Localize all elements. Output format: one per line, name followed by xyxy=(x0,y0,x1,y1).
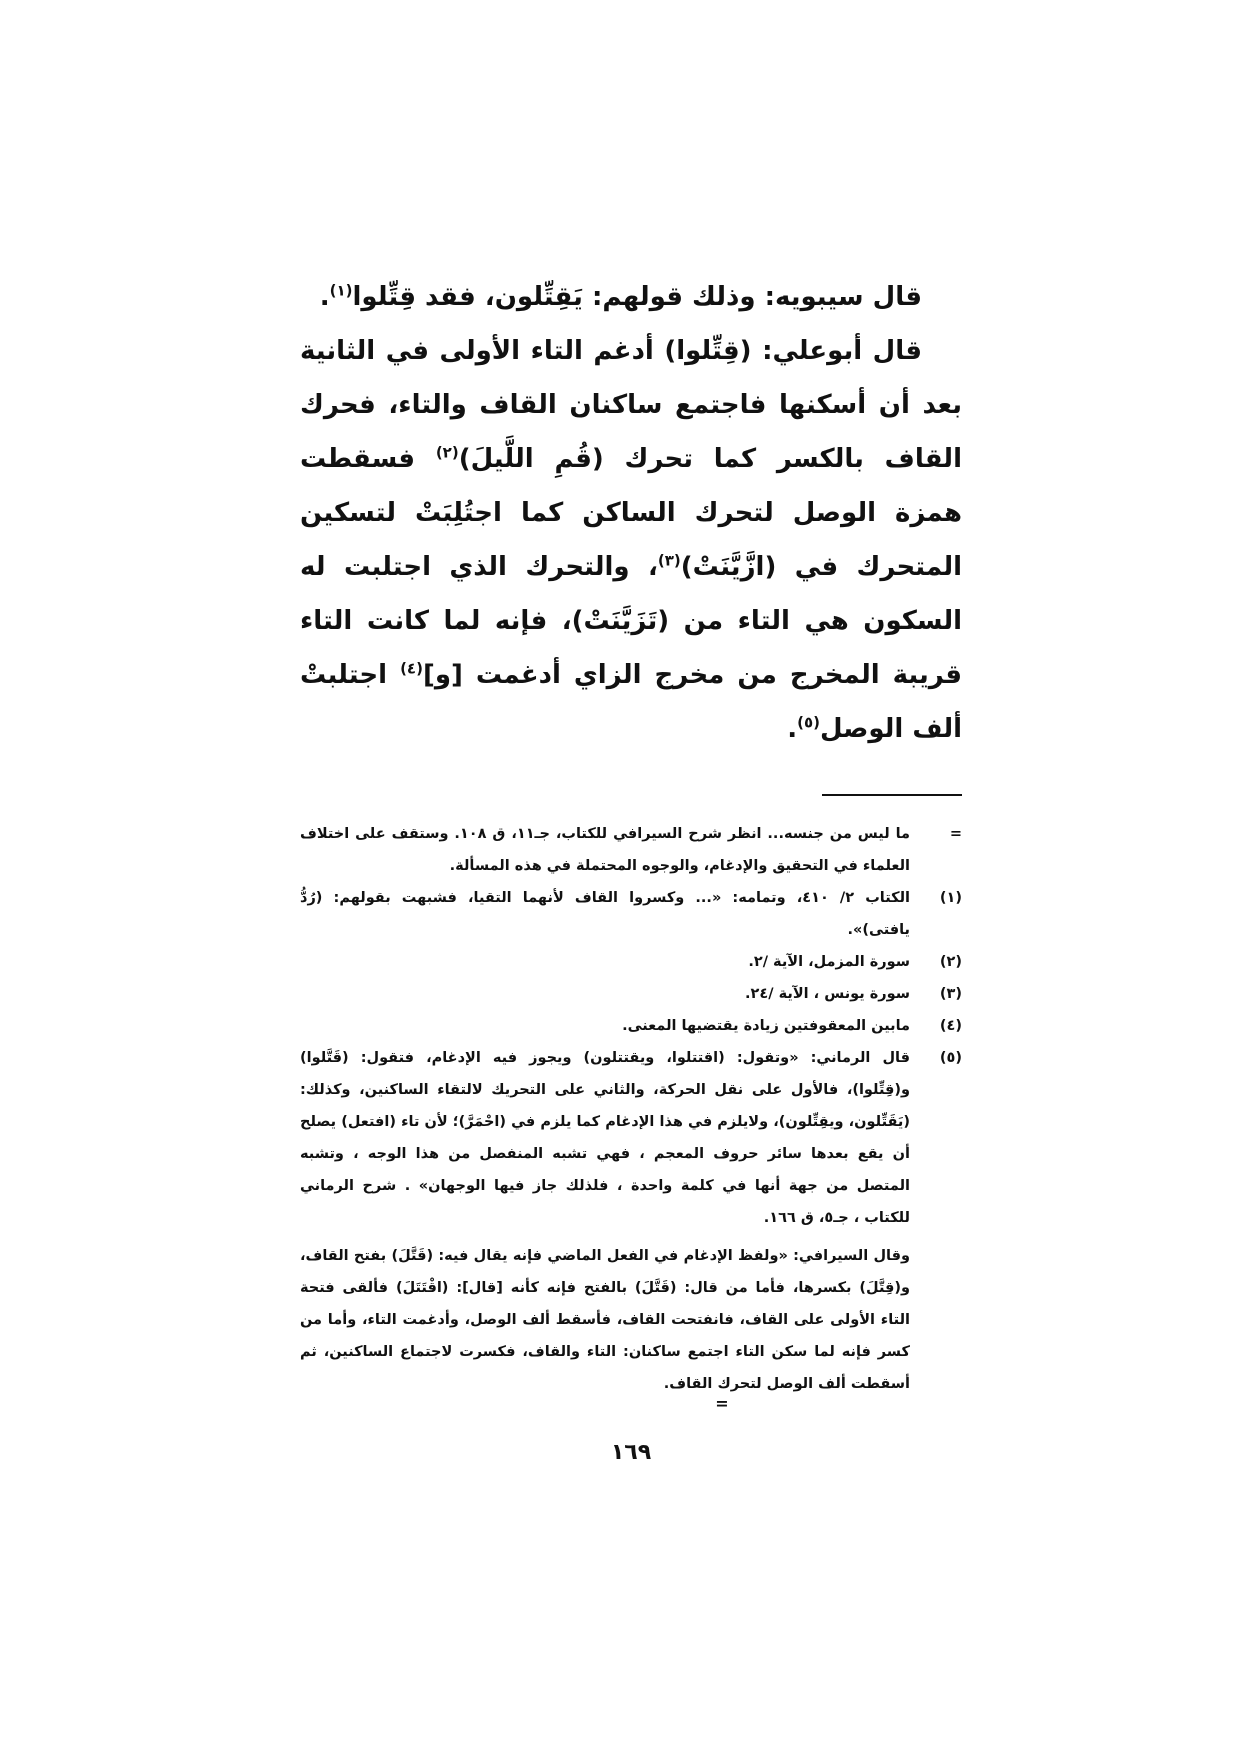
footnote-item xyxy=(300,1010,962,1042)
footnote-text: مابين المعقوفتين زيادة يقتضيها المعنى. xyxy=(622,1018,910,1034)
footnote-item xyxy=(300,1240,962,1400)
sentence-end: . xyxy=(319,282,330,312)
continues-mark: = xyxy=(715,1394,727,1413)
footnote-separator-wrap xyxy=(300,756,962,818)
footnote-number: (٣) xyxy=(939,986,962,1002)
footnote-ref[interactable]: (٣) xyxy=(657,551,681,570)
footnote-item xyxy=(300,978,962,1010)
footnote-text: وقال السيرافي: «ولفظ الإدغام في الفعل الماضي فإنه يقال فيه: (قَتَّلَ) بفتح القاف، و(قِتَّلَ) بكسرها، فأما من قال: (قَتَّلَ) بالفتح فإنه كأنه [قال]: (اقْتَتَلَ) فألقى فتحة التاء الأولى على القاف، فانفتحت القاف، فأسقط ألف الوصل، وأدغمت التاء، وأما من كسر فإنه لما سكن التاء اجتمع ساكنان: التاء والقاف، فكسرت لاجتماع الساكنين، ثم أسقطت ألف الوصل لتحرك القاف. xyxy=(300,1248,910,1392)
main-line-text: قال أبوعلي: (قِتِّلوا) أدغم التاء الأولى في الثانية بعد أن أسكنها فاجتمع ساكنان القاف والتاء، فحرك القاف بالكسر كما تحرك (قُمِ اللَّيلَ) xyxy=(300,336,962,474)
page-number: ١٦٩ xyxy=(610,1440,652,1465)
footnote-ref[interactable]: (٤) xyxy=(400,659,423,678)
main-text xyxy=(300,270,962,756)
footnotes xyxy=(300,818,962,1412)
main-paragraph xyxy=(300,270,962,324)
footnote-text: سورة المزمل، الآية /٢. xyxy=(748,954,910,970)
footnote-text: سورة يونس ، الآية /٢٤. xyxy=(745,986,910,1002)
main-paragraph xyxy=(300,324,962,756)
footnote-item xyxy=(300,1042,962,1234)
footnote-ref[interactable]: (١) xyxy=(329,281,353,300)
main-line-text: ، والتحرك الذي اجتلبت له السكون هي التاء من (تَزَيَّنَتْ)، فإنه لما كانت التاء قريبة المخرج من مخرج الزاي أدغمت [و] xyxy=(300,552,962,690)
footnote-item xyxy=(300,882,962,946)
footnote-continuation xyxy=(300,818,962,882)
main-line-text: فسقطت همزة الوصل لتحرك الساكن كما اجتُلِبَتْ لتسكين المتحرك في (ازَّيَّنَتْ) xyxy=(300,444,962,582)
book-page xyxy=(300,270,962,1700)
footnote-number: (٥) xyxy=(939,1050,962,1066)
footnote-ref[interactable]: (٥) xyxy=(797,713,820,732)
main-line-text: اجتلبتْ ألف الوصل xyxy=(300,660,962,744)
footnote-separator xyxy=(822,794,962,796)
footnote-number: (١) xyxy=(939,890,962,906)
footnote-text: ما ليس من جنسه... انظر شرح السيرافي للكتاب، جـ١١، ق ١٠٨. وستقف على اختلاف العلماء في التحقيق والإدغام، والوجوه المحتملة في هذه المسألة. xyxy=(300,826,910,874)
continuation-mark: = xyxy=(949,826,962,842)
footnote-number: (٤) xyxy=(939,1018,962,1034)
sentence-end: . xyxy=(787,714,798,744)
footnote-item xyxy=(300,946,962,978)
main-line-text: قال سيبويه: وذلك قولهم: يَقِتِّلون، فقد قِتِّلوا xyxy=(352,282,922,312)
footnote-text: الكتاب ٢/ ٤١٠، وتمامه: «... وكسروا القاف لأنهما التقيا، فشبهت بقولهم: (رُدُّ يافتى)». xyxy=(300,890,910,938)
footnote-ref[interactable]: (٢) xyxy=(435,443,459,462)
footnote-number: (٢) xyxy=(939,954,962,970)
footnote-text: قال الرماني: «وتقول: (اقتتلوا، ويقتتلون) ويجوز فيه الإدغام، فتقول: (قَتَّلوا) و(قِتِّلوا)، فالأول على نقل الحركة، والثاني على التحريك لالتقاء الساكنين، وكذلك: (يَقَتِّلون، ويقِتِّلون)، ولايلزم في هذا الإدغام كما يلزم في (احْمَرَّ)؛ لأن تاء (افتعل) يصلح أن يقع بعدها سائر حروف المعجم ، فهي تشبه المنفصل من هذا الوجه ، وتشبه المتصل من جهة أنها في كلمة واحدة ، فلذلك جاز فيها الوجهان» . شرح الرماني للكتاب ، جـ٥، ق ١٦٦. xyxy=(300,1050,910,1226)
